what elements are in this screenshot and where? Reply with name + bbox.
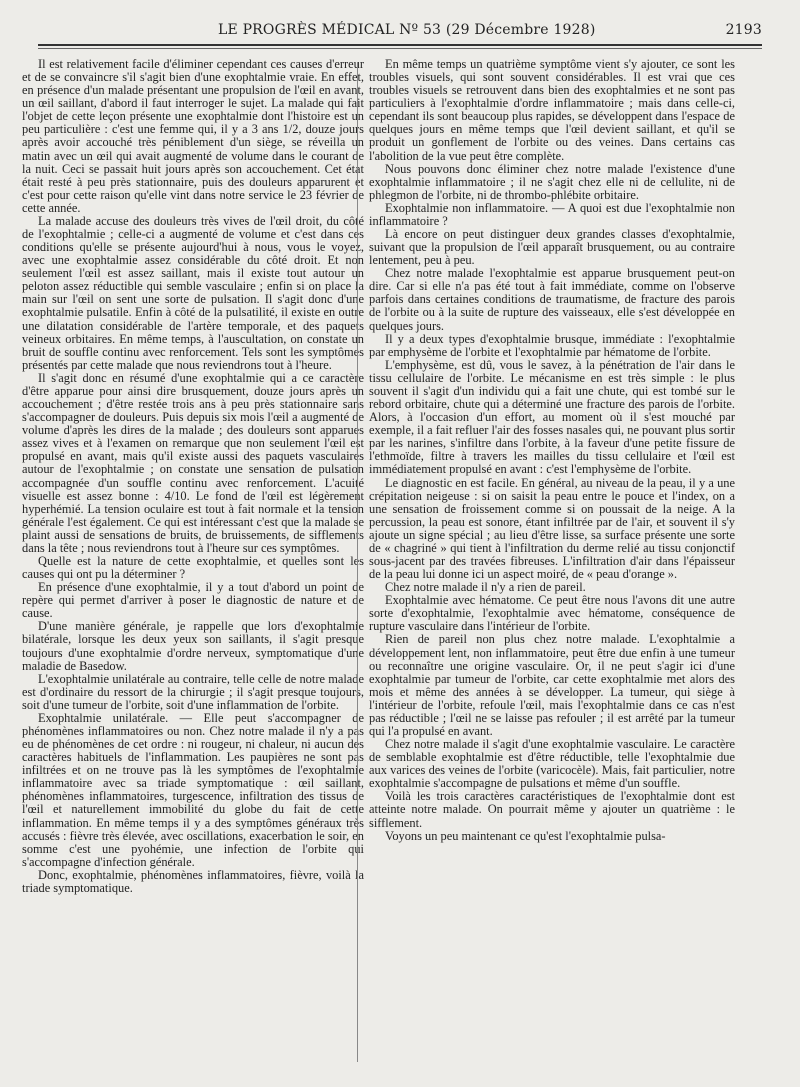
paragraph: Voyons un peu maintenant ce qu'est l'exophtalmie pulsa- bbox=[385, 828, 666, 843]
paragraph: Il y a deux types d'exophtalmie brusque, immédiate : l'exophtalmie par emphysème de l'orbite et l'exophtalmie par hématome de l'orbite. bbox=[369, 331, 735, 359]
header-rule-thin bbox=[38, 48, 762, 49]
journal-title: LE PROGRÈS MÉDICAL Nº 53 (29 Décembre 1928) bbox=[218, 22, 596, 38]
paragraph: Là encore on peut distinguer deux grandes classes d'exophtalmie, suivant que la propulsion de l'œil apparaît brusquement, ou au contraire lentement, peu à peu. bbox=[369, 227, 735, 268]
paragraph: Chez notre malade il n'y a rien de pareil. bbox=[385, 580, 586, 595]
running-header bbox=[38, 22, 762, 44]
paragraph: Rien de pareil non plus chez notre malade. L'exophtalmie a développement lent, non inflammatoire, peut être due enfin à une tumeur ou reconnaître une origine vasculaire. Or, il ne peut s'agir ici d'une exophtalmie par tumeur de l'orbite, car cette exophtalmie met alors des mois et même des années à se développer. La tumeur, qui siège à l'intérieur de l'orbite, refoule l'œil, mais l'exophtalmie dans ce cas n'est pas réductible ; l'œil ne se laisse pas refouler ; il est arrêté par la tumeur qui l'a propulsé en avant. bbox=[369, 632, 735, 738]
paragraph: Chez notre malade il s'agit d'une exophtalmie vasculaire. Le caractère de semblable exophtalmie est d'être réductible, telle l'exophtalmie due aux varices des veines de l'orbite (varicocèle). Mais, fait particulier, notre exophtalmie s'accompagne de pulsations et même d'un souffle. bbox=[369, 737, 735, 791]
paragraph: Voilà les trois caractères caractéristiques de l'exophtalmie dont est atteinte notre malade. On pourrait même y ajouter un quatrième : le sifflement. bbox=[369, 789, 735, 830]
paragraph: Exophtalmie avec hématome. Ce peut être nous l'avons dit une autre sorte d'exophtalmie, l'exophtalmie avec hématome, conséquence de rupture vasculaire dans l'intérieur de l'orbite. bbox=[369, 593, 735, 634]
paragraph: Nous pouvons donc éliminer chez notre malade l'existence d'une exophtalmie inflammatoire ; il ne s'agit chez elle ni de cellulite, ni de phlegmon de l'orbite, ni de thrombo-phlébite orbitaire. bbox=[369, 161, 735, 202]
paragraph: D'une manière générale, je rappelle que lors d'exophtalmie bilatérale, lorsque les deux yeux son saillants, il s'agit presque toujours d'une exophtalmie d'ordre nerveux, symptomatique d'une maladie de Basedow. bbox=[22, 619, 364, 673]
paragraph-section-non-inflammatory: Exophtalmie non inflammatoire. — A quoi est due l'exophtalmie non inflammatoire ? bbox=[369, 200, 735, 228]
paragraph: En même temps un quatrième symptôme vient s'y ajouter, ce sont les troubles visuels, qui sont souvent considérables. Il est vrai que ces troubles visuels se retrouvent dans bien des exophtalmies et ne sont pas particuliers à l'exophtalmie d'ordre inflammatoire ; mais dans celle-ci, cependant ils sont beaucoup plus rapides, se développent dans l'espace de quelques jours en même temps que l'œil devient saillant, et qu'il se produit un gonflement de l'orbite ou des veines. Dans certains cas l'abolition de la vue peut être complète. bbox=[369, 57, 735, 163]
paragraph: Le diagnostic en est facile. En général, au niveau de la peau, il y a une crépitation neigeuse : si on saisit la peau entre le pouce et l'index, on a une sensation de froissement comme si on poussait de la neige. A la percussion, la peau est sonore, étant infiltrée par de l'air, et souvent il s'y ajoute un signe spécial ; au lieu d'être lisse, sa surface présente une sorte de « chagriné » qui tient à l'infiltration du derme relié au tissu conjonctif sous-jacent par des travées fibreuses. L'infiltration d'air dans l'épaisseur de la peau lui donne ici un aspect moiré, de « peau d'orange ». bbox=[369, 475, 735, 582]
paragraph: L'emphysème, est dû, vous le savez, à la pénétration de l'air dans le tissu cellulaire de l'orbite. Le mécanisme en est très simple : le plus souvent il s'agit d'un individu qui a fait une chute, qui est tombé sur le rebord orbitaire, chute qui a déterminé une fracture des parois de l'orbite. Alors, à l'occasion d'un effort, au moment où il s'est mouché par exemple, il a fait refluer l'air des fosses nasales qui, ne pouvant plus sortir par les narines, s'infiltre dans l'orbite, à la faveur d'une petite fissure de l'ethmoïde, filtre à travers les mailles du tissu cellulaire et l'œil est immédiatement propulsé en avant : c'est l'emphysème de l'orbite. bbox=[369, 357, 735, 477]
paragraph: L'exophtalmie unilatérale au contraire, telle celle de notre malade est d'ordinaire du ressort de la chirurgie ; il s'agit presque toujours, soit d'une tumeur de l'orbite, soit d'une inflammation de l'orbite. bbox=[22, 671, 364, 712]
paragraph: En présence d'une exophtalmie, il y a tout d'abord un point de repère qui permet d'arriver à poser le diagnostic de nature et de cause. bbox=[22, 580, 364, 621]
page-number: 2193 bbox=[725, 22, 762, 38]
right-column bbox=[369, 58, 735, 843]
paragraph-section-unilateral: Exophtalmie unilatérale. — Elle peut s'accompagner de phénomènes inflammatoires ou non. Chez notre malade il n'y a pas eu de phénomènes de cet ordre : ni rougeur, ni chaleur, ni aucun des caractères habituels de l'inflammation. Les paupières ne sont pas infiltrées et on ne trouve pas là les symptômes de l'exophtalmie inflammatoire avec sa triade symptomatique : œil saillant, phénomènes inflammatoires, turgescence, infiltration des tissus de l'œil et naturellement immobilité du globe du fait de cette inflammation. En même temps il y a des symptômes généraux très accusés : fièvre très élevée, avec oscillations, exacerbation le soir, en somme c'est une pyohémie, une infection de l'orbite qui s'accompagne d'infection générale. bbox=[22, 710, 364, 869]
paragraph: La malade accuse des douleurs très vives de l'œil droit, du côté de l'exophtalmie ; celle-ci a augmenté de volume et c'est dans ces conditions qu'elle se présente aujourd'hui à nous, vous le voyez, avec une exophtalmie assez considérable du côté droit. Et non seulement l'œil est assez saillant, mais il existe tout autour un peloton assez réductible qui semble vasculaire ; enfin si on place la main sur l'œil on sent une sorte de pulsation. Il s'agit donc d'une exophtalmie pulsatile. Enfin à côté de la pulsatilité, il existe en outre une dilatation considérable de l'artère temporale, et des paquets veineux orbitaires. En même temps, à l'auscultation, on constate un bruit de souffle continu avec renforcement. Tels sont les symptômes présentés par cette malade que nous reviendrons tout à l'heure. bbox=[22, 213, 364, 372]
paragraph: Donc, exophtalmie, phénomènes inflammatoires, fièvre, voilà la triade symptomatique. bbox=[22, 867, 364, 895]
paragraph: Chez notre malade l'exophtalmie est apparue brusquement peut-on dire. Car si elle n'a pas été tout à fait immédiate, comme on l'observe parfois dans certaines conditions de traumatisme, de fracture des parois de l'orbite ou à la suite de rupture des vaisseaux, elle s'est développée en quelques jours. bbox=[369, 266, 735, 333]
paragraph: Quelle est la nature de cette exophtalmie, et quelles sont les causes qui ont pu la déterminer ? bbox=[22, 553, 364, 582]
left-column bbox=[22, 58, 364, 895]
header-rule bbox=[38, 44, 762, 46]
paragraph: Il est relativement facile d'éliminer cependant ces causes d'erreur et de se convaincre s'il s'agit bien d'une exophtalmie vraie. En effet, en présence d'un malade présentant une propulsion de l'œil en avant, un œil saillant, d'abord il faut interroger le sujet. La malade qui fait l'objet de cette leçon présente une exophtalmie dont l'histoire est un peu particulière : c'est une femme qui, il y a 3 ans 1/2, douze jours après avoir accouché très péniblement d'un siège, se réveilla un matin avec un œil qui avait augmenté de volume dans le courant de la nuit. Ceci se passait huit jours après son accouchement. Cet état était resté à peu près stationnaire, puis des douleurs apparurent et c'est pour cette raison qu'elle vint dans notre service le 23 février de cette année. bbox=[22, 57, 364, 215]
paragraph: Il s'agit donc en résumé d'une exophtalmie qui a ce caractère d'être apparue pour ainsi dire brusquement, douze jours après un accouchement ; d'être restée trois ans à peu près stationnaire sans s'accompagner de douleurs. Puis depuis six mois l'œil a augmenté de volume d'après les dires de la malade ; des douleurs sont apparues assez vives et à l'examen on remarque que non seulement l'œil est propulsé en avant, mais qu'il existe aussi des paquets vasculaires autour de l'exophtalmie ; on constate une sensation de pulsation accompagnée d'un souffle continu avec renforcement. L'acuité visuelle est assez bonne : 4/10. Le fond de l'œil est légèrement hyperhémié. La tension oculaire est tout à fait normale et la tension générale l'est également. Ce qui est intéressant c'est que la malade se plaint aussi de sensations de bruits, de bruissements, de sifflements dans la tête ; nous reviendrons tout à l'heure sur ces symptômes. bbox=[22, 370, 364, 555]
column-separator bbox=[357, 62, 358, 1062]
